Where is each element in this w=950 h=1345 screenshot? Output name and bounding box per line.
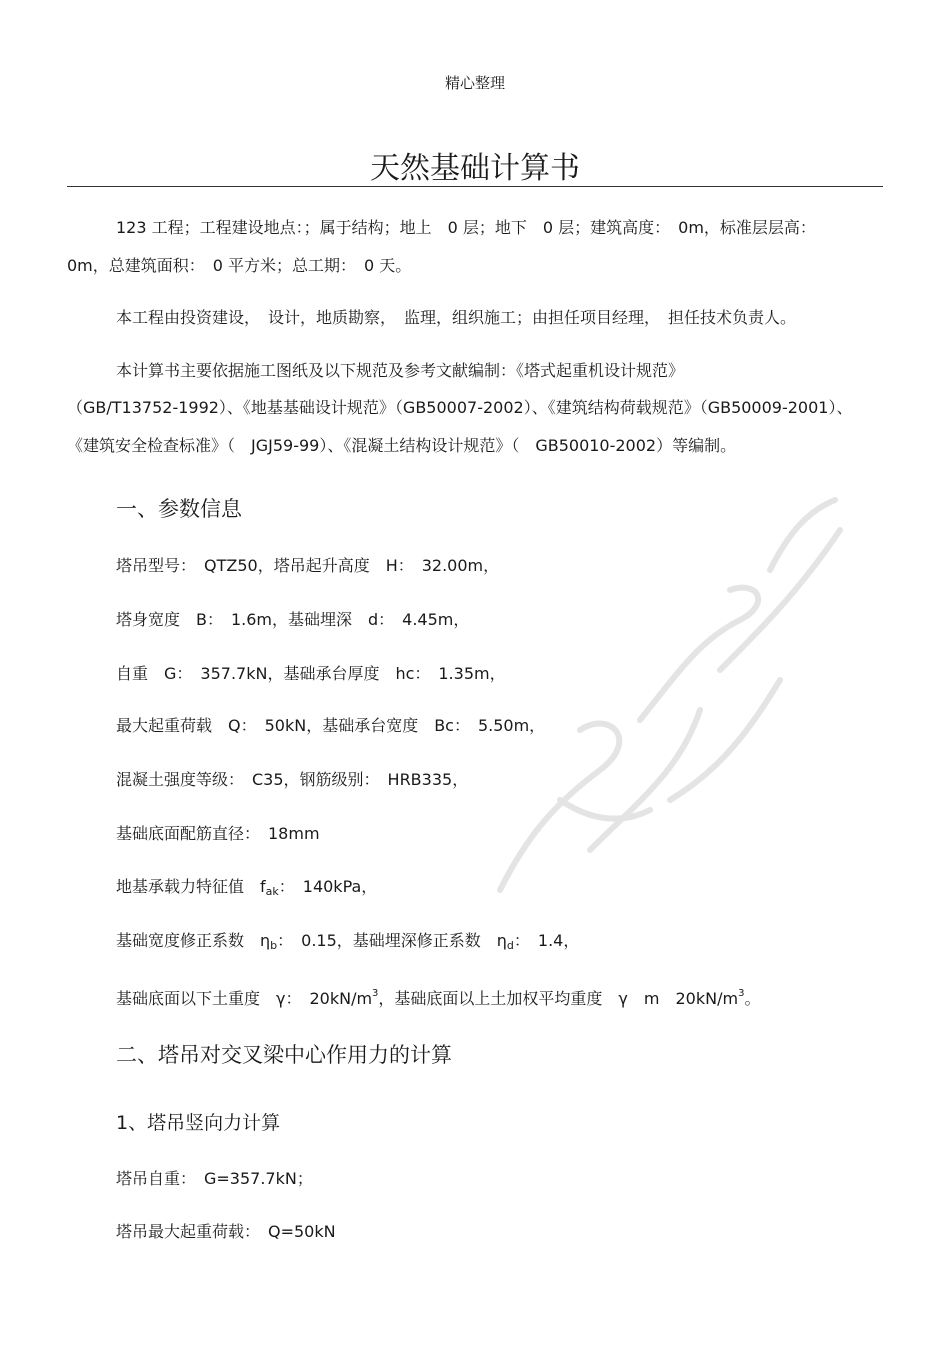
subscript: d bbox=[506, 939, 514, 952]
param-text: ： 1.4， bbox=[513, 931, 580, 950]
intro-line: 0m，总建筑面积： 0 平方米；总工期： 0 天。 bbox=[67, 256, 412, 275]
calc-line: 塔吊自重： G=357.7kN； bbox=[116, 1169, 313, 1188]
param-text: ： 140kPa， bbox=[278, 877, 378, 896]
param-line: 塔吊型号： QTZ50，塔吊起升高度 H： 32.00m， bbox=[116, 556, 500, 575]
param-text: 基础底面以下土重度 γ： 20kN/m bbox=[116, 989, 373, 1008]
document-title: 天然基础计算书 bbox=[370, 151, 580, 186]
watermark-graphic bbox=[440, 470, 860, 910]
intro-line: 《建筑安全检查标准》（ JGJ59-99）、《混凝土结构设计规范》（ GB50010-2002）等编制。 bbox=[67, 436, 737, 455]
param-line: 混凝土强度等级： C35，钢筋级别： HRB335， bbox=[116, 770, 469, 789]
calc-line: 塔吊最大起重荷载： Q=50kN bbox=[116, 1222, 336, 1241]
param-text: ： 0.15，基础埋深修正系数 η bbox=[277, 931, 507, 950]
param-text: 基础宽度修正系数 η bbox=[116, 931, 271, 950]
subscript: ak bbox=[265, 885, 279, 898]
param-line bbox=[116, 984, 760, 1009]
subscript: b bbox=[270, 939, 278, 952]
intro-line: 本计算书主要依据施工图纸及以下规范及参考文献编制：《塔式起重机设计规范》 bbox=[116, 361, 685, 380]
section-heading: 一、参数信息 bbox=[116, 497, 242, 521]
section-heading: 二、塔吊对交叉梁中心作用力的计算 bbox=[116, 1043, 452, 1067]
param-line: 自重 G： 357.7kN，基础承台厚度 hc： 1.35m， bbox=[116, 664, 506, 683]
page-header: 精心整理 bbox=[444, 74, 505, 92]
param-text: 地基承载力特征值 f bbox=[116, 877, 266, 896]
param-line bbox=[116, 931, 579, 956]
superscript: 3 bbox=[738, 988, 745, 999]
intro-line: （GB/T13752-1992）、《地基基础设计规范》（GB50007-2002）、《建筑结构荷载规范》（GB50009-2001）、 bbox=[67, 398, 853, 417]
param-line: 塔身宽度 B： 1.6m，基础埋深 d： 4.45m， bbox=[116, 610, 470, 629]
subsection-heading: 1、塔吊竖向力计算 bbox=[116, 1112, 281, 1134]
param-text: 。 bbox=[744, 989, 761, 1008]
param-text: ，基础底面以上土加权平均重度 γ m 20kN/m bbox=[378, 989, 739, 1008]
title-divider bbox=[67, 186, 883, 187]
param-line: 最大起重荷载 Q： 50kN，基础承台宽度 Bc： 5.50m， bbox=[116, 716, 546, 735]
intro-line: 123 工程；工程建设地点：；属于结构；地上 0 层；地下 0 层；建筑高度： 0m，标准层层高： bbox=[116, 218, 816, 237]
superscript: 3 bbox=[372, 988, 379, 999]
param-line bbox=[116, 877, 377, 902]
intro-paragraph: 本工程由投资建设， 设计，地质勘察， 监理，组织施工；由担任项目经理， 担任技术负责人。 bbox=[116, 308, 797, 327]
param-line: 基础底面配筋直径： 18mm bbox=[116, 824, 320, 843]
